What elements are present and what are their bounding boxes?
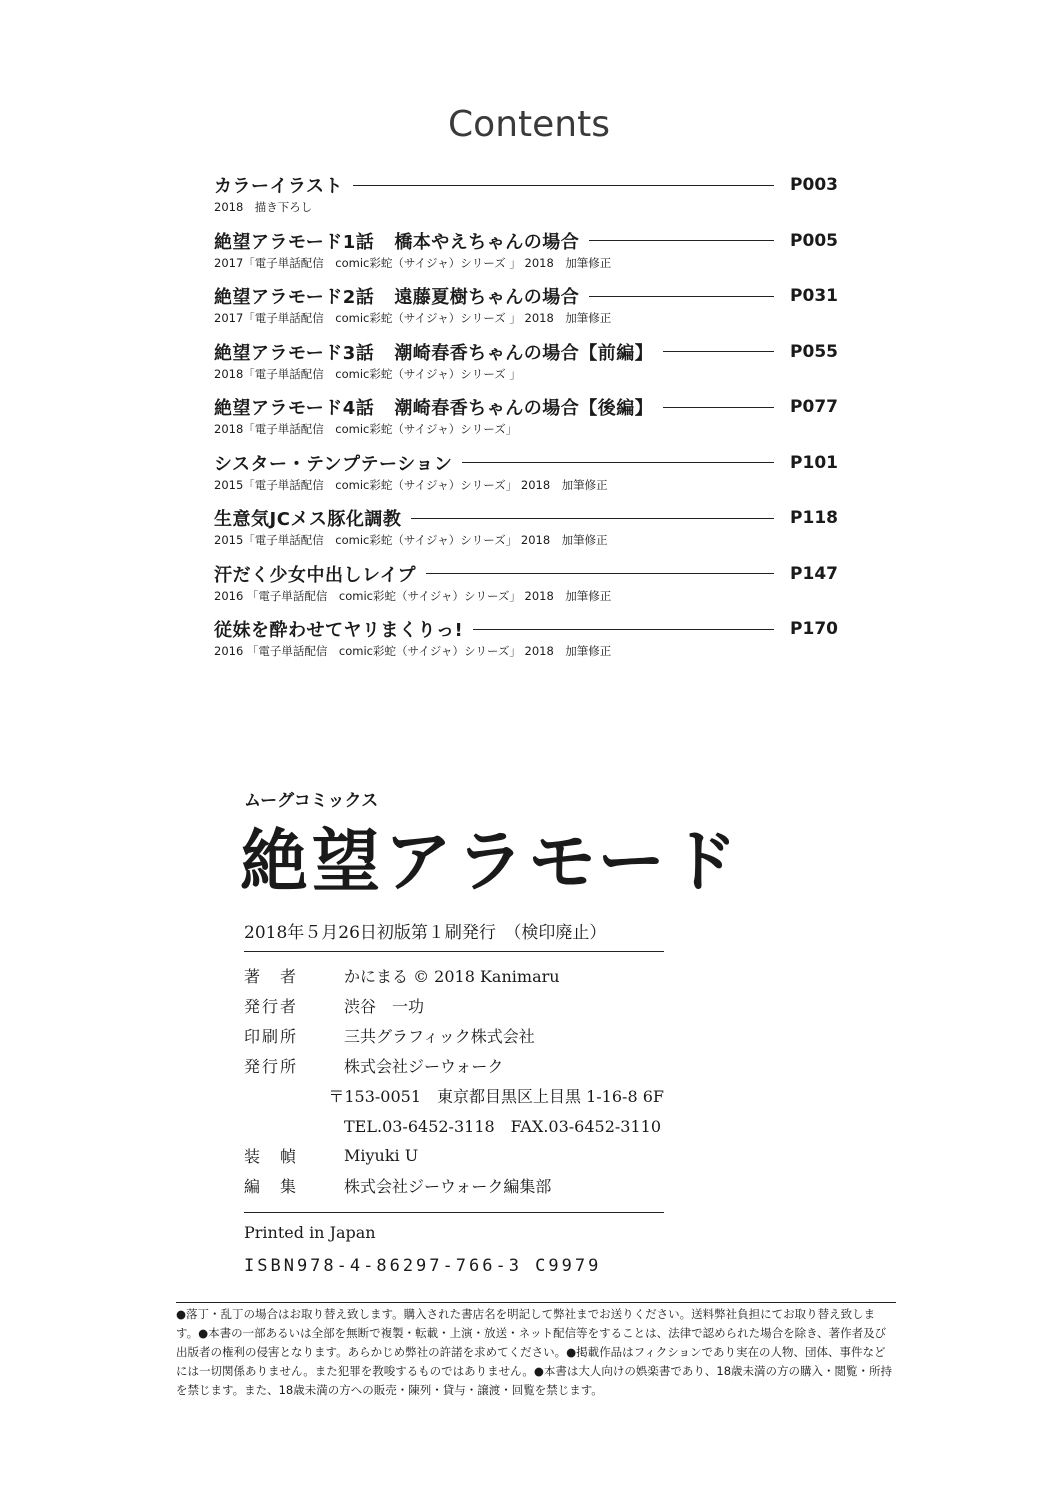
credit-label: 編 集 [244,1176,299,1196]
toc-page: P118 [790,508,838,528]
toc-note: 2018「電子単話配信 comic彩蛇（サイジャ）シリーズ」 [214,422,518,436]
credit-label: 発行者 [244,996,299,1016]
credit-value: 三共グラフィック株式会社 [344,1026,535,1046]
toc-page: P077 [790,397,838,417]
credit-label: 印刷所 [244,1026,299,1046]
toc-leader-line [473,629,774,630]
toc-leader-line [462,462,774,463]
credit-value: Miyuki U [344,1145,419,1165]
toc-entry [214,224,838,280]
toc-subtitle: 橋本やえちゃんの場合 [394,231,580,253]
toc-subtitle: 潮崎春香ちゃんの場合【前編】 [394,342,654,364]
toc-page: P101 [790,452,838,473]
isbn: ISBN978-4-86297-766-3 C9979 [244,1256,602,1276]
credit-row [244,1110,664,1140]
toc-leader-line [663,351,774,352]
toc-title: 汗だく少女中出しレイプ [214,564,417,586]
credit-row [244,990,664,1020]
toc-leader-line [663,407,774,408]
toc-subtitle: 遠藤夏樹ちゃんの場合 [394,287,580,308]
toc-title: 従妹を酔わせてヤリまくりっ! [214,620,464,641]
toc-page: P170 [790,619,838,639]
toc-title: 絶望アラモード3話 [214,342,375,364]
toc-note: 2015「電子単話配信 comic彩蛇（サイジャ）シリーズ」 2018 加筆修正 [214,533,608,547]
toc-entry [214,335,838,391]
toc-entry [214,279,838,335]
toc-page: P147 [790,563,838,584]
toc-note: 2018 描き下ろし [214,200,313,214]
credit-row [244,960,664,990]
toc-leader-line [411,518,774,519]
toc-title: 生意気JCメス豚化調教 [214,509,402,530]
toc-leader-line [426,573,774,574]
colophon [244,918,664,1276]
credit-value: かにまる © 2018 Kanimaru [344,966,560,986]
toc-note: 2016 「電子単話配信 comic彩蛇（サイジャ）シリーズ」 2018 加筆修正 [214,644,612,658]
credit-value: 渋谷 一功 [344,996,425,1016]
printed-in: Printed in Japan [244,1212,664,1242]
toc-entry [214,390,838,446]
toc-entry [214,612,838,668]
toc-note: 2018「電子単話配信 comic彩蛇（サイジャ）シリーズ 」 [214,366,521,381]
credit-label: 著 者 [244,966,299,986]
toc-leader-line [353,185,774,186]
toc-note: 2016 「電子単話配信 comic彩蛇（サイジャ）シリーズ」 2018 加筆修正 [214,588,612,603]
toc-entry [214,557,838,613]
toc-subtitle: 潮崎春香ちゃんの場合【後編】 [394,398,654,419]
toc-entry [214,501,838,557]
toc-title: 絶望アラモード1話 [214,231,375,253]
credit-row [244,1170,664,1200]
publisher-address: 〒153-0051 東京都目黒区上目黒 1-16-8 6F [328,1086,664,1106]
toc-page: P055 [790,341,838,362]
book-title: 絶望アラモード [240,823,742,902]
toc-title: 絶望アラモード2話 [214,287,375,308]
credit-label: 装 幀 [244,1146,299,1166]
toc-title: 絶望アラモード4話 [214,398,375,419]
credit-value: 株式会社ジーウォーク [344,1056,504,1076]
credit-row [244,1020,664,1050]
imprint-label: ムーグコミックス [244,791,379,811]
toc-page: P003 [790,175,838,195]
legal-notice: ●落丁・乱丁の場合はお取り替え致します。購入された書店名を明記して弊社までお送りください。送料弊社負担にてお取り替え致します。●本書の一部あるいは全部を無断で複製・転載・上演・放送・ネット配信等をすることは、法律で認められた場合を除き、著作者及び出版者の権利の侵害となります。あらかじめ弊社の許諾を求めてください。●掲載作品はフィクションであり実在の人物、団体、事件などには一切関係ありません。また犯罪を教唆するものではありません。●本書は大人向けの娯楽書であり、18歳未満の方の購入・閲覧・所持を禁じます。また、18歳未満の方への販売・陳列・貸与・譲渡・回覧を禁じます。 [176,1302,896,1400]
credit-row [244,1050,664,1080]
page-title: Contents [448,104,610,145]
credit-row [244,1080,664,1110]
credits-list [244,960,664,1200]
toc-title: シスター・テンプテーション [214,453,453,475]
credit-row [244,1140,664,1170]
toc-leader-line [589,240,774,241]
toc-note: 2017「電子単話配信 comic彩蛇（サイジャ）シリーズ 」 2018 加筆修正 [214,311,612,325]
toc-page: P005 [790,230,838,251]
toc-title: カラーイラスト [214,176,343,197]
table-of-contents [214,168,838,668]
toc-entry [214,168,838,224]
toc-note: 2017「電子単話配信 comic彩蛇（サイジャ）シリーズ 」 2018 加筆修正 [214,255,612,270]
credit-label: 発行所 [244,1056,299,1076]
credit-value: 株式会社ジーウォーク編集部 [344,1176,552,1196]
publisher-phone: TEL.03-6452-3118 FAX.03-6452-3110 [344,1116,662,1136]
toc-entry [214,446,838,502]
toc-note: 2015「電子単話配信 comic彩蛇（サイジャ）シリーズ」 2018 加筆修正 [214,477,608,492]
toc-leader-line [589,296,774,297]
toc-page: P031 [790,286,838,306]
publication-date: 2018年５月26日初版第１刷発行 （検印廃止） [244,918,664,952]
